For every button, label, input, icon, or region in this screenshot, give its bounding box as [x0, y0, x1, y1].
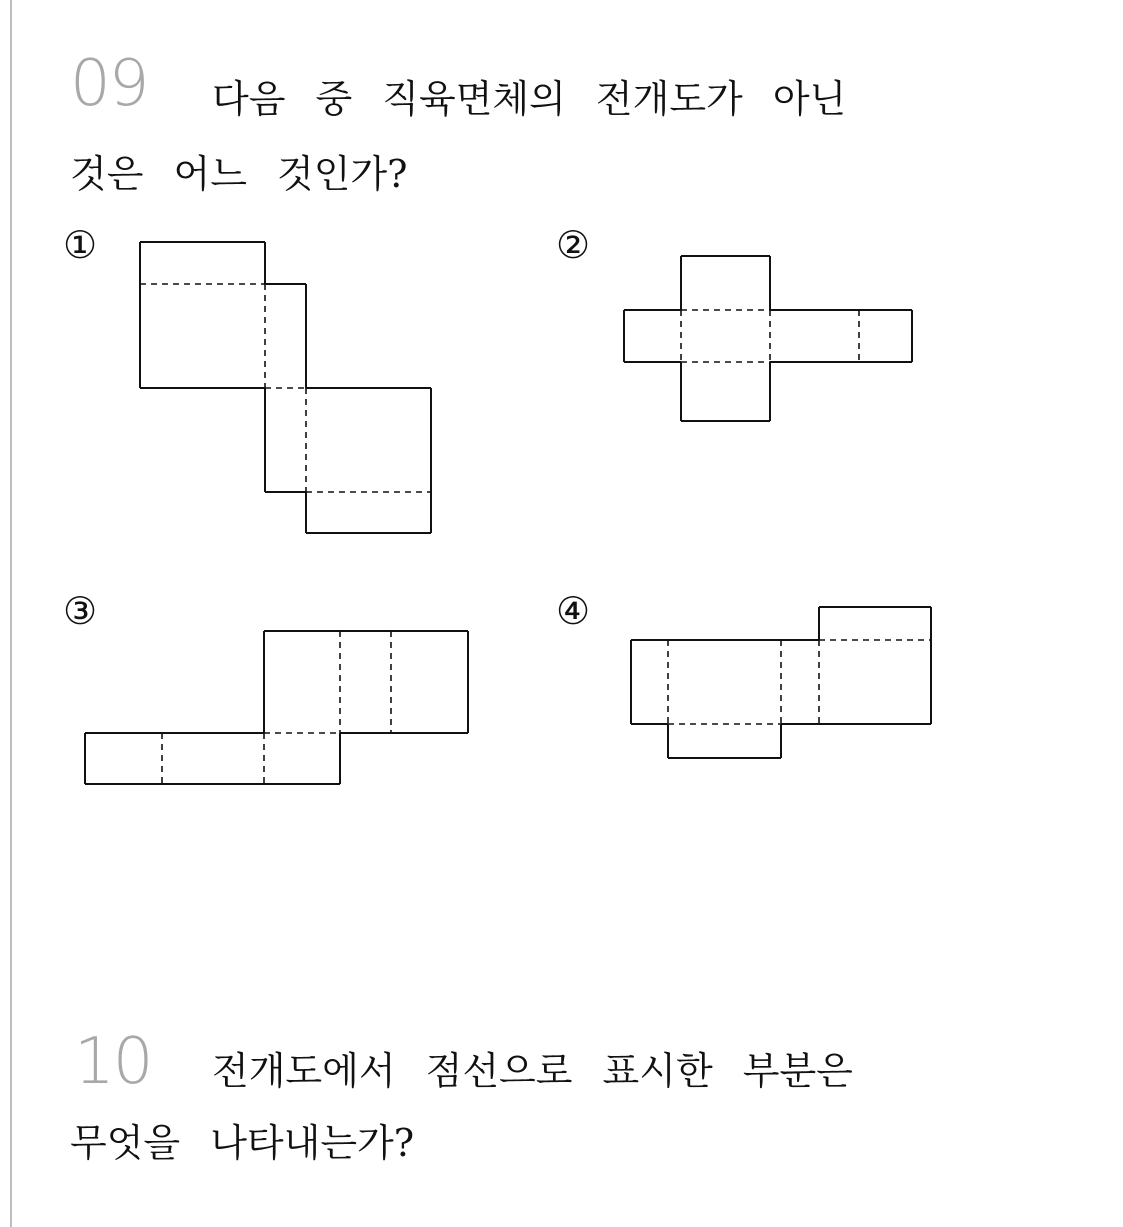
net-2-figure[interactable] [624, 256, 912, 421]
choice-3-label[interactable]: ③ [63, 589, 98, 633]
net-1-figure[interactable] [140, 242, 431, 533]
choice-1-label[interactable]: ① [63, 223, 98, 267]
choice-4-label: ④ [556, 589, 591, 633]
question-10-number: 10 [74, 1025, 152, 1099]
question-9-text-line1: 다음 중 직육면체의 전개도가 아닌 [212, 77, 847, 121]
question-9-text-line2: 것은 어느 것인가? [70, 152, 408, 196]
question-10-text-line2: 무엇을 나타내는가? [70, 1121, 415, 1165]
question-10-text-line1: 전개도에서 점선으로 표시한 부분은 [212, 1049, 853, 1093]
net-3-figure[interactable] [85, 631, 468, 784]
question-9-number: 09 [70, 47, 148, 121]
net-4-figure[interactable] [631, 607, 931, 758]
choice-2-label[interactable]: ② [556, 223, 591, 267]
